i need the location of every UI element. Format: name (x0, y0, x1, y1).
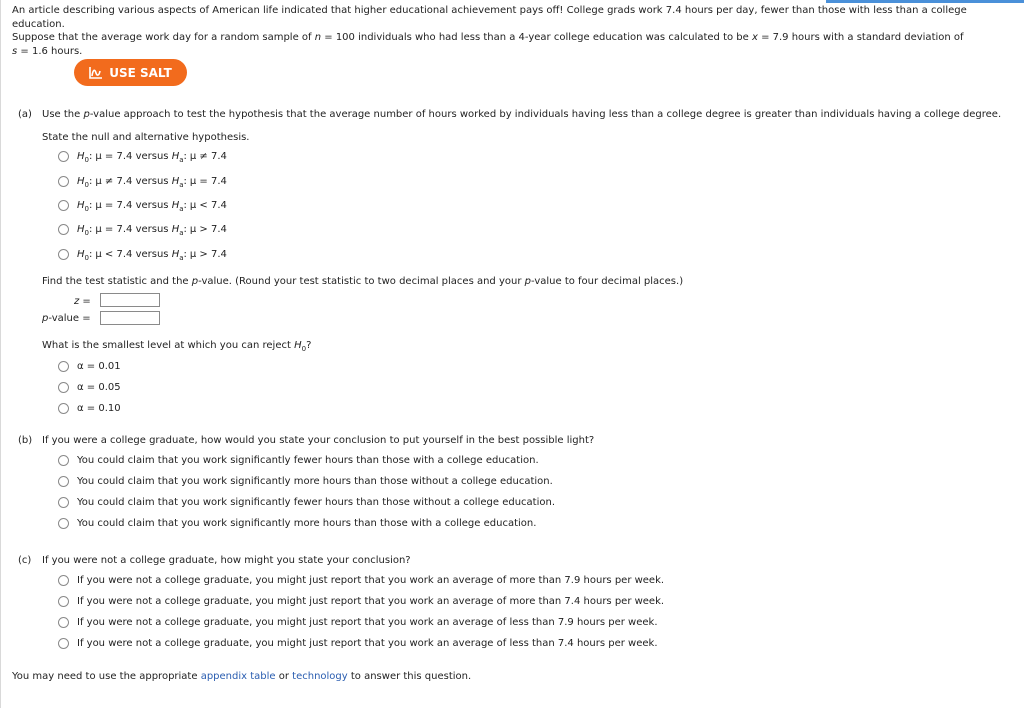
radio-button[interactable] (58, 596, 69, 607)
footer-note: You may need to use the appropriate appendix table or technology to answer this question. (12, 671, 472, 682)
hypothesis-text: $H_0$: μ < 7.4 versus $H_a$: μ > 7.4 (77, 249, 227, 262)
alpha-text: α = 0.05 (77, 382, 121, 393)
p-value-input[interactable] (100, 311, 160, 325)
option-text: You could claim that you work significantly more hours than those without a college education. (77, 476, 553, 487)
part-b-option[interactable] (58, 476, 553, 487)
radio-button[interactable] (58, 382, 69, 393)
part-b-option[interactable] (58, 497, 555, 508)
part-c-label: (c) (18, 555, 32, 566)
use-salt-label: USE SALT (109, 65, 172, 80)
part-a-label: (a) (18, 109, 32, 120)
option-text: You could claim that you work significantly fewer hours than those without a college education. (77, 497, 555, 508)
hypothesis-text: $H_0$: μ = 7.4 versus $H_a$: μ < 7.4 (77, 200, 227, 213)
hypothesis-text: $H_0$: μ ≠ 7.4 versus $H_a$: μ = 7.4 (77, 176, 227, 189)
radio-button[interactable] (58, 476, 69, 487)
alpha-option[interactable] (58, 361, 121, 372)
option-text: You could claim that you work significantly fewer hours than those with a college education. (77, 455, 539, 466)
intro-line-1: An article describing various aspects of American life indicated that higher educational achievement pays off! College grads work 7.4 hours per day, fewer than those with less than a college education. (12, 5, 967, 30)
part-c-question: If you were not a college graduate, how might you state your conclusion? (42, 555, 411, 566)
hypothesis-option[interactable] (58, 224, 227, 235)
radio-button[interactable] (58, 200, 69, 211)
hypothesis-option[interactable] (58, 249, 227, 260)
salt-chart-icon (89, 66, 103, 79)
intro-line-3: s = 1.6 hours. (12, 45, 83, 57)
radio-button[interactable] (58, 361, 69, 372)
radio-button[interactable] (58, 151, 69, 162)
radio-button[interactable] (58, 455, 69, 466)
top-accent-bar (826, 0, 1024, 3)
part-c-option[interactable] (58, 596, 664, 607)
option-text: You could claim that you work significantly more hours than those with a college education. (77, 518, 537, 529)
alpha-option[interactable] (58, 403, 121, 414)
radio-button[interactable] (58, 575, 69, 586)
z-input[interactable] (100, 293, 160, 307)
radio-button[interactable] (58, 518, 69, 529)
intro-line-2: Suppose that the average work day for a random sample of n = 100 individuals who had less than a 4-year college education was calculated to be x = 7.9 hours with a standard deviation of (12, 32, 964, 43)
part-b-option[interactable] (58, 455, 539, 466)
hypothesis-text: $H_0$: μ = 7.4 versus $H_a$: μ > 7.4 (77, 224, 227, 237)
hypothesis-option[interactable] (58, 176, 227, 187)
part-b-label: (b) (18, 435, 33, 446)
radio-button[interactable] (58, 403, 69, 414)
alpha-option[interactable] (58, 382, 121, 393)
smallest-level-prompt: What is the smallest level at which you can reject $H_0$? (42, 340, 312, 353)
use-salt-button[interactable] (74, 59, 187, 86)
alpha-text: α = 0.10 (77, 403, 121, 414)
option-text: If you were not a college graduate, you might just report that you work an average of less than 7.9 hours per week. (77, 617, 658, 628)
radio-button[interactable] (58, 638, 69, 649)
radio-button[interactable] (58, 497, 69, 508)
option-text: If you were not a college graduate, you might just report that you work an average of less than 7.4 hours per week. (77, 638, 658, 649)
appendix-table-link[interactable]: appendix table (200, 671, 276, 682)
state-hypothesis-prompt: State the null and alternative hypothesis. (42, 132, 250, 143)
part-c-option[interactable] (58, 575, 664, 586)
part-c-option[interactable] (58, 617, 658, 628)
hypothesis-option[interactable] (58, 200, 227, 211)
part-b-option[interactable] (58, 518, 536, 529)
option-text: If you were not a college graduate, you might just report that you work an average of more than 7.4 hours per week. (77, 596, 665, 607)
z-label: z = (74, 296, 91, 307)
radio-button[interactable] (58, 617, 69, 628)
part-a-question: Use the p-value approach to test the hypothesis that the average number of hours worked by individuals having less than a college degree is greater than individuals having a college degree. (42, 109, 1002, 120)
option-text: If you were not a college graduate, you might just report that you work an average of more than 7.9 hours per week. (77, 575, 665, 586)
part-c-option[interactable] (58, 638, 658, 649)
radio-button[interactable] (58, 224, 69, 235)
left-frame-line (0, 0, 1, 708)
part-b-question: If you were a college graduate, how would you state your conclusion to put yourself in the best possible light? (42, 435, 595, 446)
find-test-statistic-prompt: Find the test statistic and the p-value. (Round your test statistic to two decimal places and your p-value to four decimal places.) (42, 276, 684, 287)
problem-intro (12, 4, 1017, 58)
technology-link[interactable]: technology (292, 671, 348, 682)
p-value-label: p-value = (42, 313, 91, 324)
radio-button[interactable] (58, 249, 69, 260)
hypothesis-option[interactable] (58, 151, 227, 162)
hypothesis-text: $H_0$: μ = 7.4 versus $H_a$: μ ≠ 7.4 (77, 151, 227, 164)
alpha-text: α = 0.01 (77, 361, 121, 372)
radio-button[interactable] (58, 176, 69, 187)
